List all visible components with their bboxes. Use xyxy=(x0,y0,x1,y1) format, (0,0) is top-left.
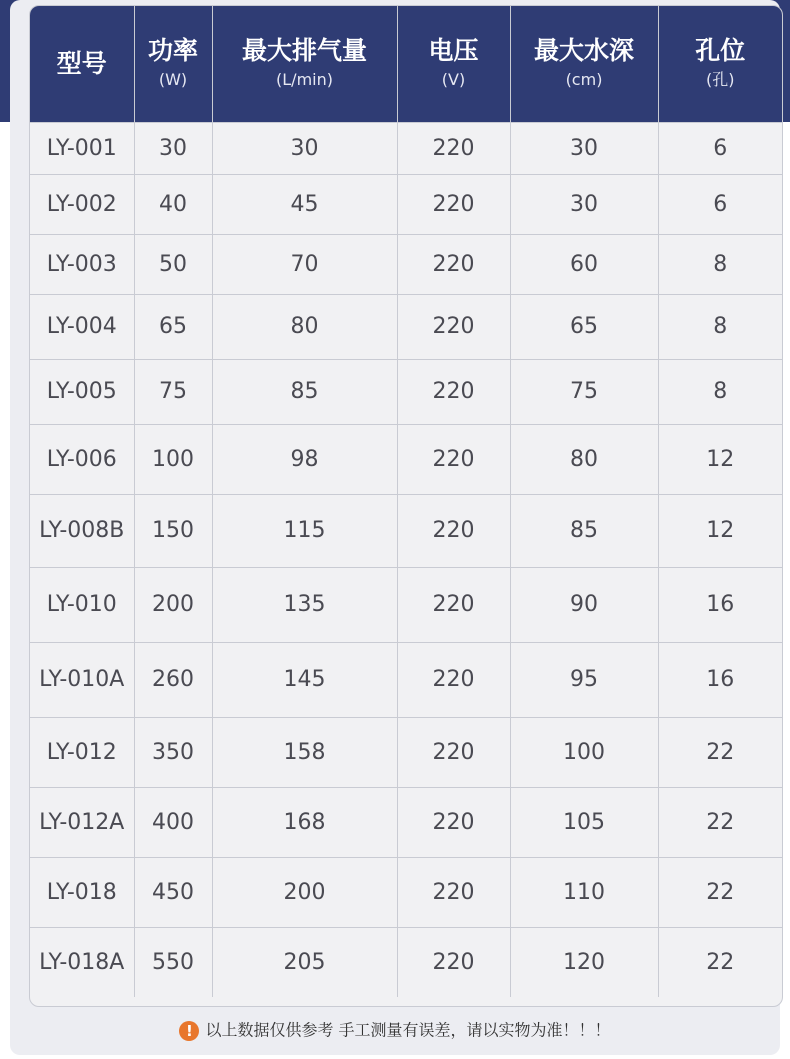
cell-voltage: 220 xyxy=(397,359,510,424)
cell-model: LY-004 xyxy=(30,294,134,359)
disclaimer-note xyxy=(0,1018,790,1043)
cell-airflow: 115 xyxy=(212,494,397,567)
cell-airflow: 80 xyxy=(212,294,397,359)
table-row xyxy=(30,294,782,359)
cell-airflow: 135 xyxy=(212,567,397,642)
cell-power: 50 xyxy=(134,234,212,294)
header-unit: (孔) xyxy=(706,69,735,89)
cell-outlets: 16 xyxy=(658,567,782,642)
cell-model: LY-012 xyxy=(30,717,134,787)
cell-airflow: 158 xyxy=(212,717,397,787)
cell-power: 65 xyxy=(134,294,212,359)
cell-outlets: 8 xyxy=(658,294,782,359)
header-voltage xyxy=(397,6,510,122)
cell-depth: 110 xyxy=(510,857,658,927)
cell-depth: 90 xyxy=(510,567,658,642)
table-row xyxy=(30,787,782,857)
cell-airflow: 98 xyxy=(212,424,397,494)
cell-depth: 75 xyxy=(510,359,658,424)
cell-power: 200 xyxy=(134,567,212,642)
cell-power: 150 xyxy=(134,494,212,567)
cell-outlets: 16 xyxy=(658,642,782,717)
cell-depth: 120 xyxy=(510,927,658,997)
header-max-depth xyxy=(510,6,658,122)
cell-power: 550 xyxy=(134,927,212,997)
cell-model: LY-006 xyxy=(30,424,134,494)
cell-power: 450 xyxy=(134,857,212,927)
cell-airflow: 30 xyxy=(212,122,397,174)
header-unit: (cm) xyxy=(565,69,603,89)
cell-outlets: 22 xyxy=(658,717,782,787)
table-row xyxy=(30,234,782,294)
cell-power: 100 xyxy=(134,424,212,494)
header-title: 型号 xyxy=(56,48,107,78)
cell-model: LY-002 xyxy=(30,174,134,234)
exclamation-icon: ! xyxy=(179,1021,199,1041)
header-model xyxy=(30,6,134,122)
spec-card xyxy=(10,0,780,1055)
header-title: 孔位 xyxy=(695,35,746,65)
cell-power: 75 xyxy=(134,359,212,424)
cell-depth: 105 xyxy=(510,787,658,857)
table-row xyxy=(30,424,782,494)
table-row xyxy=(30,927,782,997)
table-row xyxy=(30,717,782,787)
cell-depth: 100 xyxy=(510,717,658,787)
cell-airflow: 205 xyxy=(212,927,397,997)
header-title: 功率 xyxy=(147,35,198,65)
header-row xyxy=(30,6,782,122)
table-row xyxy=(30,494,782,567)
cell-voltage: 220 xyxy=(397,174,510,234)
header-power xyxy=(134,6,212,122)
cell-voltage: 220 xyxy=(397,424,510,494)
cell-depth: 85 xyxy=(510,494,658,567)
cell-model: LY-012A xyxy=(30,787,134,857)
cell-model: LY-010 xyxy=(30,567,134,642)
header-title: 电压 xyxy=(428,35,479,65)
cell-outlets: 22 xyxy=(658,857,782,927)
cell-outlets: 22 xyxy=(658,927,782,997)
cell-airflow: 45 xyxy=(212,174,397,234)
cell-voltage: 220 xyxy=(397,494,510,567)
cell-airflow: 200 xyxy=(212,857,397,927)
cell-voltage: 220 xyxy=(397,234,510,294)
cell-voltage: 220 xyxy=(397,717,510,787)
cell-voltage: 220 xyxy=(397,567,510,642)
table-row xyxy=(30,122,782,174)
cell-depth: 65 xyxy=(510,294,658,359)
cell-power: 260 xyxy=(134,642,212,717)
cell-outlets: 8 xyxy=(658,234,782,294)
cell-airflow: 145 xyxy=(212,642,397,717)
cell-outlets: 22 xyxy=(658,787,782,857)
cell-depth: 80 xyxy=(510,424,658,494)
cell-outlets: 6 xyxy=(658,122,782,174)
table-row xyxy=(30,642,782,717)
cell-voltage: 220 xyxy=(397,927,510,997)
cell-outlets: 6 xyxy=(658,174,782,234)
cell-model: LY-001 xyxy=(30,122,134,174)
table-row xyxy=(30,359,782,424)
cell-model: LY-010A xyxy=(30,642,134,717)
header-outlets xyxy=(658,6,782,122)
cell-power: 30 xyxy=(134,122,212,174)
table-body xyxy=(30,122,782,997)
table-row xyxy=(30,567,782,642)
header-title: 最大排气量 xyxy=(241,35,367,65)
cell-model: LY-003 xyxy=(30,234,134,294)
cell-voltage: 220 xyxy=(397,642,510,717)
table-header xyxy=(30,6,782,122)
cell-depth: 95 xyxy=(510,642,658,717)
cell-airflow: 168 xyxy=(212,787,397,857)
spec-table-container xyxy=(29,5,783,1007)
spec-table xyxy=(30,6,782,997)
cell-model: LY-008B xyxy=(30,494,134,567)
cell-outlets: 12 xyxy=(658,494,782,567)
cell-outlets: 12 xyxy=(658,424,782,494)
disclaimer-text: 以上数据仅供参考 手工测量有误差，请以实物为准！！！ xyxy=(205,1020,611,1040)
cell-voltage: 220 xyxy=(397,294,510,359)
cell-airflow: 70 xyxy=(212,234,397,294)
cell-airflow: 85 xyxy=(212,359,397,424)
header-unit: (W) xyxy=(158,69,188,89)
header-max-airflow xyxy=(212,6,397,122)
table-row xyxy=(30,174,782,234)
cell-depth: 30 xyxy=(510,122,658,174)
cell-outlets: 8 xyxy=(658,359,782,424)
cell-voltage: 220 xyxy=(397,122,510,174)
header-unit: (L/min) xyxy=(276,69,333,89)
cell-power: 350 xyxy=(134,717,212,787)
table-row xyxy=(30,857,782,927)
header-title: 最大水深 xyxy=(533,35,634,65)
cell-voltage: 220 xyxy=(397,787,510,857)
cell-depth: 60 xyxy=(510,234,658,294)
cell-depth: 30 xyxy=(510,174,658,234)
cell-power: 40 xyxy=(134,174,212,234)
cell-model: LY-018 xyxy=(30,857,134,927)
cell-model: LY-005 xyxy=(30,359,134,424)
cell-voltage: 220 xyxy=(397,857,510,927)
header-unit: (V) xyxy=(441,69,466,89)
cell-power: 400 xyxy=(134,787,212,857)
cell-model: LY-018A xyxy=(30,927,134,997)
